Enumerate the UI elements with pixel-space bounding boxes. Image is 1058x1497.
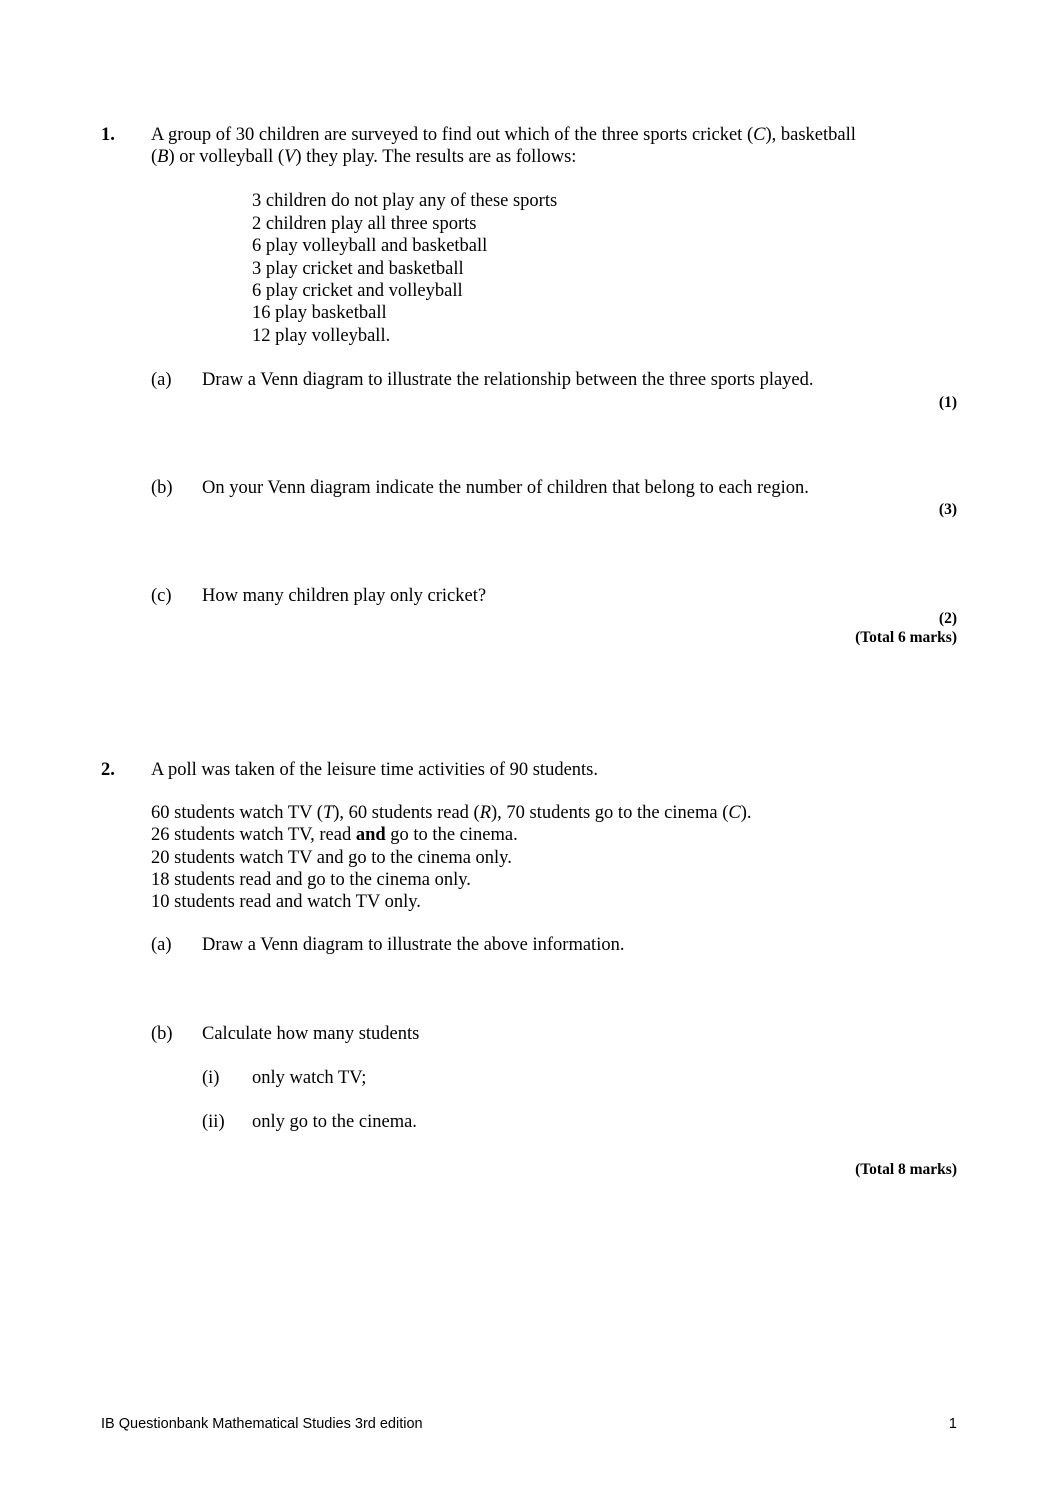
q1-total-marks: (Total 6 marks) [855,629,957,646]
result-item: 2 children play all three sports [252,214,477,234]
q2-total-marks: (Total 8 marks) [855,1161,957,1178]
q2-sub-ii-text: only go to the cinema. [252,1112,417,1132]
result-item: 16 play basketball [252,303,387,323]
q2-sub-i-label: (i) [202,1068,220,1088]
question-1-stem-line-2: (B) or volleyball (V) they play. The results are as follows: [151,147,577,167]
question-1-stem-line-1: A group of 30 children are surveyed to find out which of the three sports cricket (C), basketball [151,125,856,145]
result-item: 6 play cricket and volleyball [252,281,463,301]
question-2-number: 2. [101,760,115,780]
q2-info-line-2: 26 students watch TV, read and go to the cinema. [151,825,518,845]
result-item: 3 children do not play any of these sports [252,191,558,211]
q2-part-a-label: (a) [151,935,172,955]
question-2-stem: A poll was taken of the leisure time activities of 90 students. [151,760,598,780]
q2-sub-ii-label: (ii) [202,1112,225,1132]
q2-sub-i-text: only watch TV; [252,1068,367,1088]
q1-part-a-text: Draw a Venn diagram to illustrate the relationship between the three sports played. [202,370,814,390]
q2-info-line-5: 10 students read and watch TV only. [151,892,421,912]
q2-part-a-text: Draw a Venn diagram to illustrate the above information. [202,935,625,955]
q1-part-b-label: (b) [151,478,173,498]
result-item: 3 play cricket and basketball [252,259,464,279]
q2-part-b-label: (b) [151,1024,173,1044]
q1-part-b-text: On your Venn diagram indicate the number of children that belong to each region. [202,478,809,498]
q2-info-line-3: 20 students watch TV and go to the cinema only. [151,848,512,868]
result-item: 6 play volleyball and basketball [252,236,488,256]
q1-part-c-label: (c) [151,586,172,606]
footer-source: IB Questionbank Mathematical Studies 3rd edition [101,1416,423,1432]
q2-info-line-4: 18 students read and go to the cinema only. [151,870,471,890]
q2-part-b-text: Calculate how many students [202,1024,420,1044]
question-1-number: 1. [101,125,115,145]
q1-part-a-marks: (1) [938,394,957,411]
q1-part-a-label: (a) [151,370,172,390]
q2-info-line-1: 60 students watch TV (T), 60 students read (R), 70 students go to the cinema (C). [151,803,752,823]
q1-part-b-marks: (3) [938,501,957,518]
page-number: 1 [948,1416,957,1432]
q1-part-c-text: How many children play only cricket? [202,586,487,606]
q1-part-c-marks: (2) [938,610,957,627]
result-item: 12 play volleyball. [252,326,391,346]
